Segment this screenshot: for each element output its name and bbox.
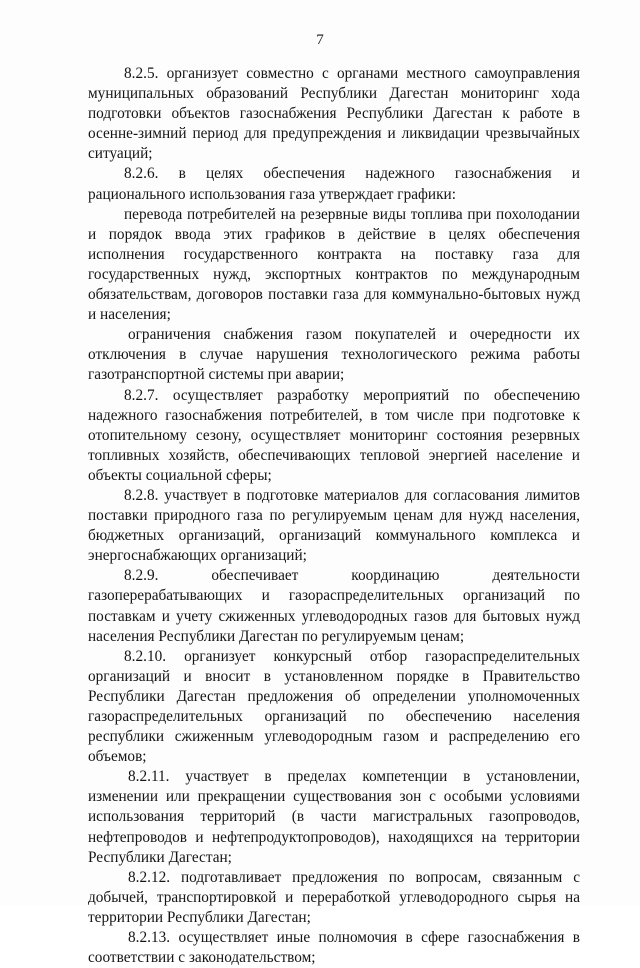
paragraph-8-2-10: 8.2.10. организует конкурсный отбор газораспределительных организаций и вносит в установленном порядке в Правительство Республики Дагестан предложения об определении уполномоченных газораспределительных организаций по обеспечению населения республики сжиженным углеводородным газом и распределению его объемов; (88, 647, 580, 766)
paragraph-supply-restriction-schedules: ограничения снабжения газом покупателей и очередности их отключения в случае нарушения технологического режима работы газотранспортной системы при аварии; (88, 326, 580, 384)
paragraph-8-2-13: 8.2.13. осуществляет иные полномочия в сфере газоснабжения в соответствии с законодательством; (88, 929, 580, 967)
page-number: 7 (316, 32, 324, 48)
paragraph-8-2-12: 8.2.12. подготавливает предложения по вопросам, связанным с добычей, транспортировкой и переработкой углеводородного сырья на территории Республики Дагестан; (88, 868, 580, 926)
paragraph-fuel-switch-schedules: перевода потребителей на резервные виды топлива при похолодании и порядок ввода этих графиков в действие в целях обеспечения исполнения государственного контракта на поставку газа для государственных нужд, экспортных контрактов по международным обязательствам, договоров поставки газа для коммунально-бытовых нужд и населения; (88, 205, 580, 324)
paragraph-8-2-9: 8.2.9. обеспечивает координацию деятельности газоперерабатывающих и газораспределительных организаций по поставкам и учету сжиженных углеводородных газов для бытовых нужд населения Республики Дагестан по регулируемым ценам; (88, 567, 580, 645)
document-body (88, 64, 580, 968)
paragraph-8-2-6: 8.2.6. в целях обеспечения надежного газоснабжения и рационального использования газа утверждает графики: (88, 165, 580, 203)
paragraph-8-2-11: 8.2.11. участвует в пределах компетенции в установлении, изменении или прекращении существования зон с особыми условиями использования территорий (в части магистральных газопроводов, нефтепроводов и нефтепродуктопроводов), находящихся на территории Республики Дагестан; (88, 768, 580, 866)
paragraph-8-2-8: 8.2.8. участвует в подготовке материалов для согласования лимитов поставки природного газа по регулируемым ценам для нужд населения, бюджетных организаций, организаций коммунального комплекса и энергоснабжающих организаций; (88, 486, 580, 565)
paragraph-8-2-5: 8.2.5. организует совместно с органами местного самоуправления муниципальных образований Республики Дагестан мониторинг хода подготовки объектов газоснабжения Республики Дагестан к работе в осенне-зимний период для предупреждения и ликвидации чрезвычайных ситуаций; (88, 65, 580, 163)
paragraph-8-2-7: 8.2.7. осуществляет разработку мероприятий по обеспечению надежного газоснабжения потребителей, в том числе при подготовке к отопительному сезону, осуществляет мониторинг состояния резервных топливных хозяйств, обеспечивающих тепловой энергией население и объекты социальной сферы; (88, 386, 580, 484)
